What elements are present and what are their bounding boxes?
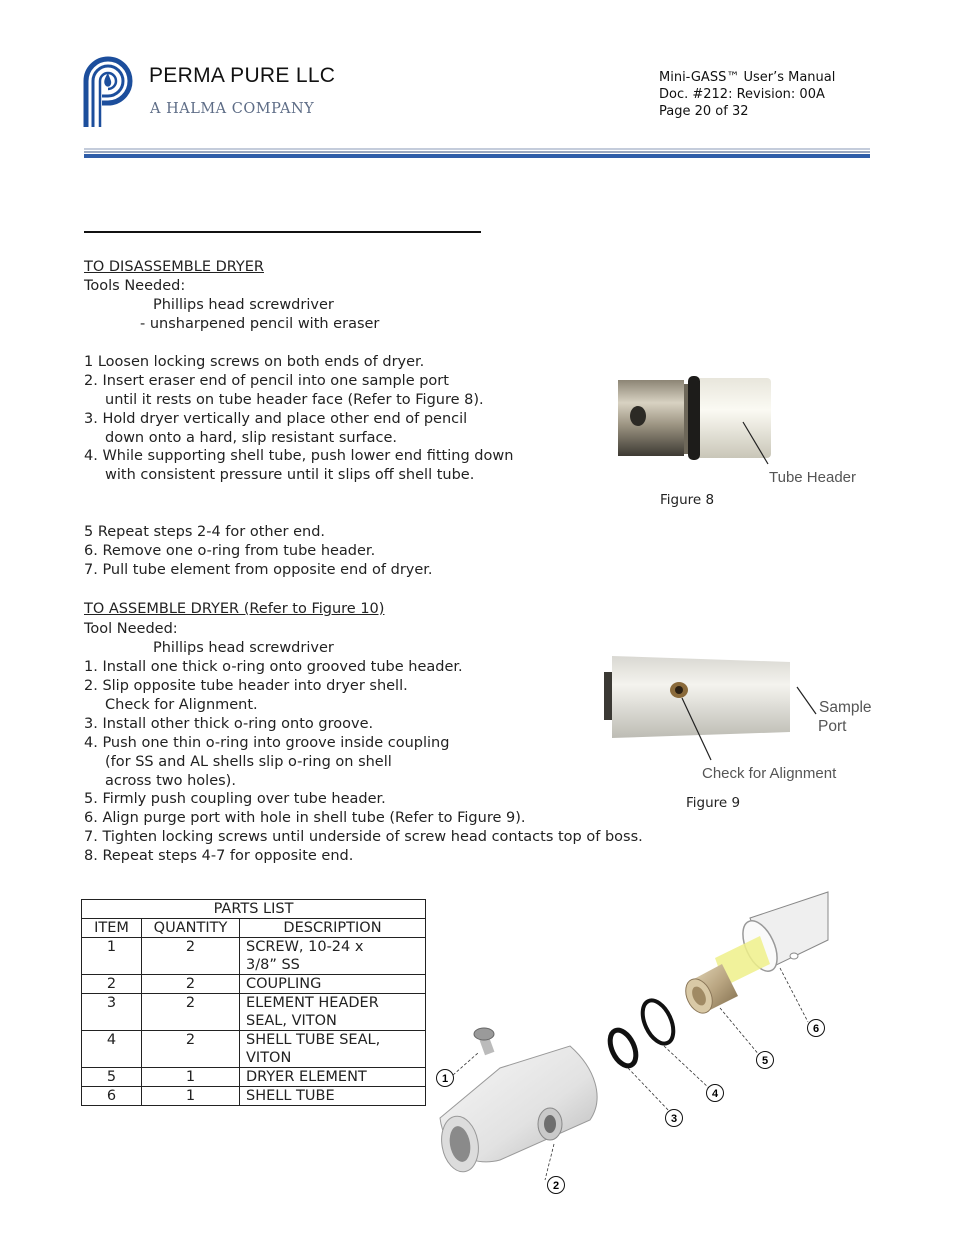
description-line: SHELL TUBE SEAL, bbox=[246, 1032, 381, 1048]
callout-label: 1 bbox=[441, 1073, 449, 1085]
description-cell bbox=[240, 994, 426, 1031]
page-number: Page 20 of 32 bbox=[659, 104, 749, 119]
quantity-cell: 2 bbox=[142, 994, 240, 1031]
company-tagline: A HALMA COMPANY bbox=[150, 101, 315, 117]
step-continuation: across two holes). bbox=[105, 773, 236, 789]
description-line: 3/8” SS bbox=[246, 957, 300, 973]
callout-label: 5 bbox=[761, 1055, 769, 1067]
figure-8-caption: Figure 8 bbox=[660, 492, 715, 508]
description-cell bbox=[240, 1068, 426, 1087]
table-row bbox=[82, 1031, 426, 1068]
callout-label: 2 bbox=[552, 1180, 560, 1192]
callout-2 bbox=[548, 1177, 565, 1194]
callout-6 bbox=[808, 1020, 825, 1037]
step-continuation: down onto a hard, slip resistant surface. bbox=[105, 430, 398, 446]
description-line: SCREW, 10-24 x bbox=[246, 939, 364, 955]
description-line: VITON bbox=[246, 1050, 292, 1066]
step-continuation: with consistent pressure until it slips off shell tube. bbox=[105, 467, 475, 483]
check-alignment-label: Check for Alignment bbox=[702, 765, 837, 782]
doc-header bbox=[659, 69, 835, 120]
item-cell: 4 bbox=[82, 1031, 142, 1068]
description-cell bbox=[240, 938, 426, 975]
assemble-heading-text: TO ASSEMBLE DRYER (Refer to Figure 10) bbox=[84, 601, 385, 617]
item-cell: 1 bbox=[82, 938, 142, 975]
tools-needed-label: Tools Needed: bbox=[84, 278, 186, 294]
quantity-cell: 2 bbox=[142, 975, 240, 994]
step: 3. Hold dryer vertically and place other end of pencil bbox=[84, 411, 468, 427]
header-divider bbox=[84, 148, 870, 158]
callout-label: 4 bbox=[711, 1088, 719, 1100]
item-cell: 2 bbox=[82, 975, 142, 994]
step: 5 Repeat steps 2-4 for other end. bbox=[84, 524, 326, 540]
parts-list-table bbox=[81, 899, 426, 1106]
tool-item: Phillips head screwdriver bbox=[153, 640, 334, 656]
step: 8. Repeat steps 4-7 for opposite end. bbox=[84, 848, 354, 864]
description-cell bbox=[240, 1031, 426, 1068]
item-cell: 3 bbox=[82, 994, 142, 1031]
sample-port-label: Sample bbox=[819, 699, 872, 716]
description-line: SHELL TUBE bbox=[246, 1088, 335, 1104]
figure-8-tube-header-photo bbox=[616, 370, 876, 490]
assemble-heading bbox=[84, 600, 384, 619]
step: 1 Loosen locking screws on both ends of dryer. bbox=[84, 354, 425, 370]
step-continuation: (for SS and AL shells slip o-ring on shell bbox=[105, 754, 392, 770]
callout-5 bbox=[757, 1052, 774, 1069]
exploded-assembly-diagram bbox=[430, 888, 835, 1200]
tool-item: - unsharpened pencil with eraser bbox=[140, 316, 380, 332]
quantity-cell: 1 bbox=[142, 1087, 240, 1106]
description-line: SEAL, VITON bbox=[246, 1013, 337, 1029]
tool-item: Phillips head screwdriver bbox=[153, 297, 334, 313]
callout-1 bbox=[437, 1070, 454, 1087]
tube-header-label: Tube Header bbox=[769, 469, 856, 486]
callout-label: 3 bbox=[670, 1113, 678, 1125]
step: 6. Align purge port with hole in shell tube (Refer to Figure 9). bbox=[84, 810, 526, 826]
column-header: DESCRIPTION bbox=[240, 919, 426, 938]
step: 7. Pull tube element from opposite end of dryer. bbox=[84, 562, 433, 578]
doc-number: Doc. #212: Revision: 00A bbox=[659, 87, 825, 102]
description-cell bbox=[240, 975, 426, 994]
step: 1. Install one thick o-ring onto grooved tube header. bbox=[84, 659, 463, 675]
description-cell bbox=[240, 1087, 426, 1106]
tool-needed-label: Tool Needed: bbox=[84, 621, 178, 637]
description-line: DRYER ELEMENT bbox=[246, 1069, 367, 1085]
step-continuation: until it rests on tube header face (Refer to Figure 8). bbox=[105, 392, 484, 408]
table-row bbox=[82, 938, 426, 975]
element-header-seal-part bbox=[605, 1026, 641, 1070]
section-rule bbox=[84, 231, 481, 233]
description-line: ELEMENT HEADER bbox=[246, 995, 379, 1011]
step: 7. Tighten locking screws until underside of screw head contacts top of boss. bbox=[84, 829, 643, 845]
quantity-cell: 2 bbox=[142, 938, 240, 975]
description-line: COUPLING bbox=[246, 976, 322, 992]
quantity-cell: 2 bbox=[142, 1031, 240, 1068]
quantity-cell: 1 bbox=[142, 1068, 240, 1087]
figure-9-caption: Figure 9 bbox=[686, 795, 741, 811]
shell-tube-seal-part bbox=[636, 996, 679, 1049]
step-continuation: Check for Alignment. bbox=[105, 697, 258, 713]
perma-pure-logo-icon bbox=[82, 55, 134, 129]
table-row bbox=[82, 975, 426, 994]
step: 5. Firmly push coupling over tube header. bbox=[84, 791, 386, 807]
table-row bbox=[82, 994, 426, 1031]
step: 4. Push one thin o-ring into groove inside coupling bbox=[84, 735, 450, 751]
figure-9-sample-port-photo bbox=[604, 648, 880, 788]
parts-list-title: PARTS LIST bbox=[82, 900, 426, 919]
step: 2. Slip opposite tube header into dryer shell. bbox=[84, 678, 408, 694]
table-row bbox=[82, 1068, 426, 1087]
item-cell: 6 bbox=[82, 1087, 142, 1106]
disassemble-heading: TO DISASSEMBLE DRYER bbox=[84, 259, 264, 275]
step: 3. Install other thick o-ring onto groove. bbox=[84, 716, 374, 732]
item-cell: 5 bbox=[82, 1068, 142, 1087]
coupling-part bbox=[437, 1046, 597, 1175]
manual-title: Mini-GASS™ User’s Manual bbox=[659, 70, 836, 85]
column-header: QUANTITY bbox=[142, 919, 240, 938]
step: 4. While supporting shell tube, push lower end fitting down bbox=[84, 448, 514, 464]
callout-4 bbox=[707, 1085, 724, 1102]
screw-part bbox=[474, 1028, 494, 1055]
step: 6. Remove one o-ring from tube header. bbox=[84, 543, 376, 559]
column-header: ITEM bbox=[82, 919, 142, 938]
callout-3 bbox=[666, 1110, 683, 1127]
step: 2. Insert eraser end of pencil into one sample port bbox=[84, 373, 449, 389]
table-row bbox=[82, 1087, 426, 1106]
company-name: PERMA PURE LLC bbox=[149, 64, 336, 87]
callout-label: 6 bbox=[812, 1023, 820, 1035]
sample-port-label-2: Port bbox=[818, 718, 847, 735]
